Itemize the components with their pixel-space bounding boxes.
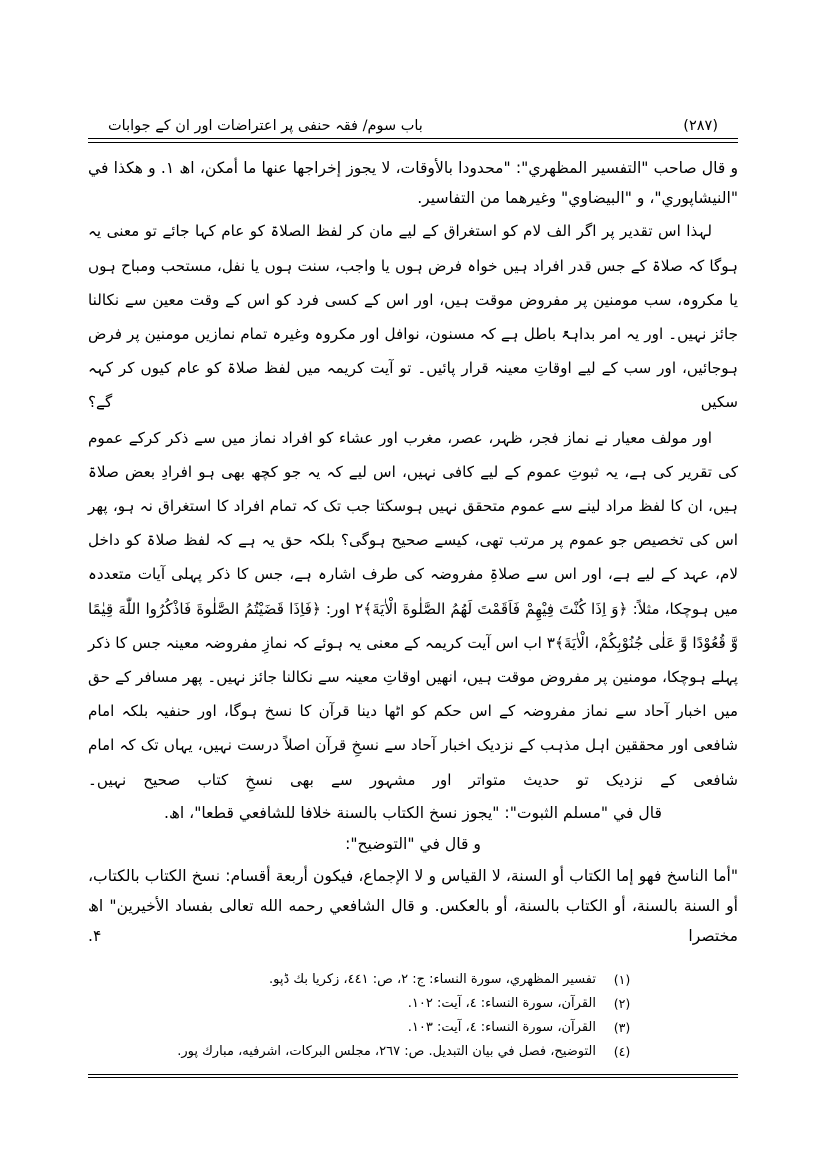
quote-muslim-al-thubut: قال في "مسلم الثبوت": "يجوز نسخ الكتاب بالسنة خلافا للشافعي قطعا"، اھ.	[164, 803, 662, 822]
page-header	[88, 118, 738, 134]
header-divider-rule	[88, 138, 738, 143]
footnote-text: تفسير المظهري، سورة النساء: ج: ۲، ص: ٤٤١، زكريا بك ڈپو.	[268, 971, 596, 987]
paragraph-urdu-miyar-author: اور مولف معیار نے نماز فجر، ظہر، عصر، مغرب اور عشاء کو افراد نماز میں سے ذکر کرکے عموم کی تقریر کی ہے، یہ ثبوتِ عموم کے لیے کافی نہیں، اس لیے کہ یہ جو کچھ بھی ہو افرادِ بعض صلاۃ ہیں، ان کا لفظ مراد لینے سے عموم متحقق نہیں ہوسکتا جب تک کہ تمام افراد کا استغراق نہ ہو، پھر اس کی تخصیص جو عموم پر مرتب تھی، کیسے صحیح ہوگی؟ بلکہ حق یہ ہے کہ لفظ صلاۃ کو داخل لام، عہد کے لیے ہے، اور اس سے صلاۃِ مفروضہ کی طرف اشارہ ہے، جس کا ذکر پہلی آیات متعددہ میں ہوچکا، مثلاً: ﴿وَ اِذَا كُنْتَ فِيْهِمْ فَاَقَمْتَ لَهُمُ الصَّلٰوةَ الْاٰيَةَ﴾۲ اور: ﴿فَاِذَا قَضَيْتُمُ الصَّلٰوةَ فَاذْكُرُوا اللّٰهَ قِيٰمًا وَّ قُعُوْدًا وَّ عَلٰى جُنُوْبِكُمْ، الْاٰيَةَ﴾۳ اب اس آیت کریمہ کے معنی یہ ہوئے کہ نمازِ مفروضہ معینہ جس کا ذکر پہلے ہوچکا، مومنین پر مفروض موقت ہیں، انھیں اوقاتِ معینہ سے نکالنا جائز نہیں۔ پھر مسافر کے حق میں اخبار آحاد سے نماز مفروضہ کے اس حکم کو اٹھا دینا قرآن کا نسخ ہوگا، اور حنفیہ بلکہ امام شافعی اور محققین اہل مذہب کے نزدیک اخبار آحاد سے نسخِ قرآن اصلاً درست نہیں، یہاں تک کہ امام شافعی کے نزدیک تو حدیث متواتر اور مشہور سے بھی نسخِ کتاب صحیح نہیں۔	[88, 428, 738, 789]
footnote-item	[88, 1040, 738, 1064]
footnote-text: التوضيح، فصل في بيان التبديل. ص: ۲٦۷، مجلس البركات، اشرفيه، مبارك پور.	[177, 1043, 596, 1059]
footer-divider-rule	[88, 1074, 738, 1079]
page-number: (۲۸۷)	[683, 118, 718, 134]
footnote-number: (٤)	[613, 1043, 631, 1059]
paragraph-urdu-istighraq: لہذا اس تقدیر پر اگر الف لام کو استغراق کے لیے مان کر لفظ الصلاۃ کو عام کہا جائے تو معنی یہ ہوگا کہ صلاۃ کے جس قدر افراد ہیں خواہ فرض ہوں یا واجب، سنت ہوں یا نفل، مستحب ومباح ہوں یا مکروہ، سب مومنین پر مفروض موقت ہیں، اور اس کے کسی فرد کو اس کے وقت معین سے نکالنا جائز نہیں۔ اور یہ امر بداہۃً باطل ہے کہ مسنون، نوافل اور مکروہ وغیرہ تمام نمازیں مومنین پر فرض ہوجائیں، اور سب کے لیے اوقاتِ معینہ قرار پائیں۔ تو آیت کریمہ میں لفظ صلاۃ کو عام کیوں کر کہہ سکیں گے؟	[88, 222, 738, 412]
paragraph-arabic-tafsir-mazhari: و قال صاحب "التفسير المظهري": "محدودا بالأوقات، لا يجوز إخراجها عنها ما أمكن، اھ ۱. و هكذا في "النيشاپوري"، و "البيضاوي" وغيرهما من التفاسير.	[88, 158, 738, 207]
footnote-item	[88, 1016, 738, 1040]
footnote-number: (۲)	[613, 995, 631, 1011]
page-header-title: باب سوم/ فقہ حنفی پر اعتراضات اور ان کے جوابات	[108, 118, 423, 134]
page-body	[88, 153, 738, 952]
footnote-number: (۳)	[613, 1019, 631, 1035]
quote-al-tawdih-intro: و قال في "التوضيح":	[345, 835, 481, 854]
footnote-item	[88, 968, 738, 992]
quote-al-tawdih-body: "أما الناسخ فهو إما الكتاب أو السنة، لا القياس و لا الإجماع، فيكون أربعة أقسام: نسخ الكتاب بالكتاب، أو السنة بالسنة، أو الكتاب بالسنة، أو بالعكس. و قال الشافعي رحمه الله تعالى بفساد الأخيرين" اھ مختصرا ۴.	[88, 866, 738, 946]
footnotes-section	[88, 968, 738, 1064]
footnote-text: القرآن، سورة النساء: ٤، آيت: ۱۰۲.	[407, 995, 596, 1011]
footnote-item	[88, 992, 738, 1016]
footnote-number: (۱)	[613, 971, 631, 987]
footnote-text: القرآن، سورة النساء: ٤، آيت: ۱۰۳.	[407, 1019, 596, 1035]
